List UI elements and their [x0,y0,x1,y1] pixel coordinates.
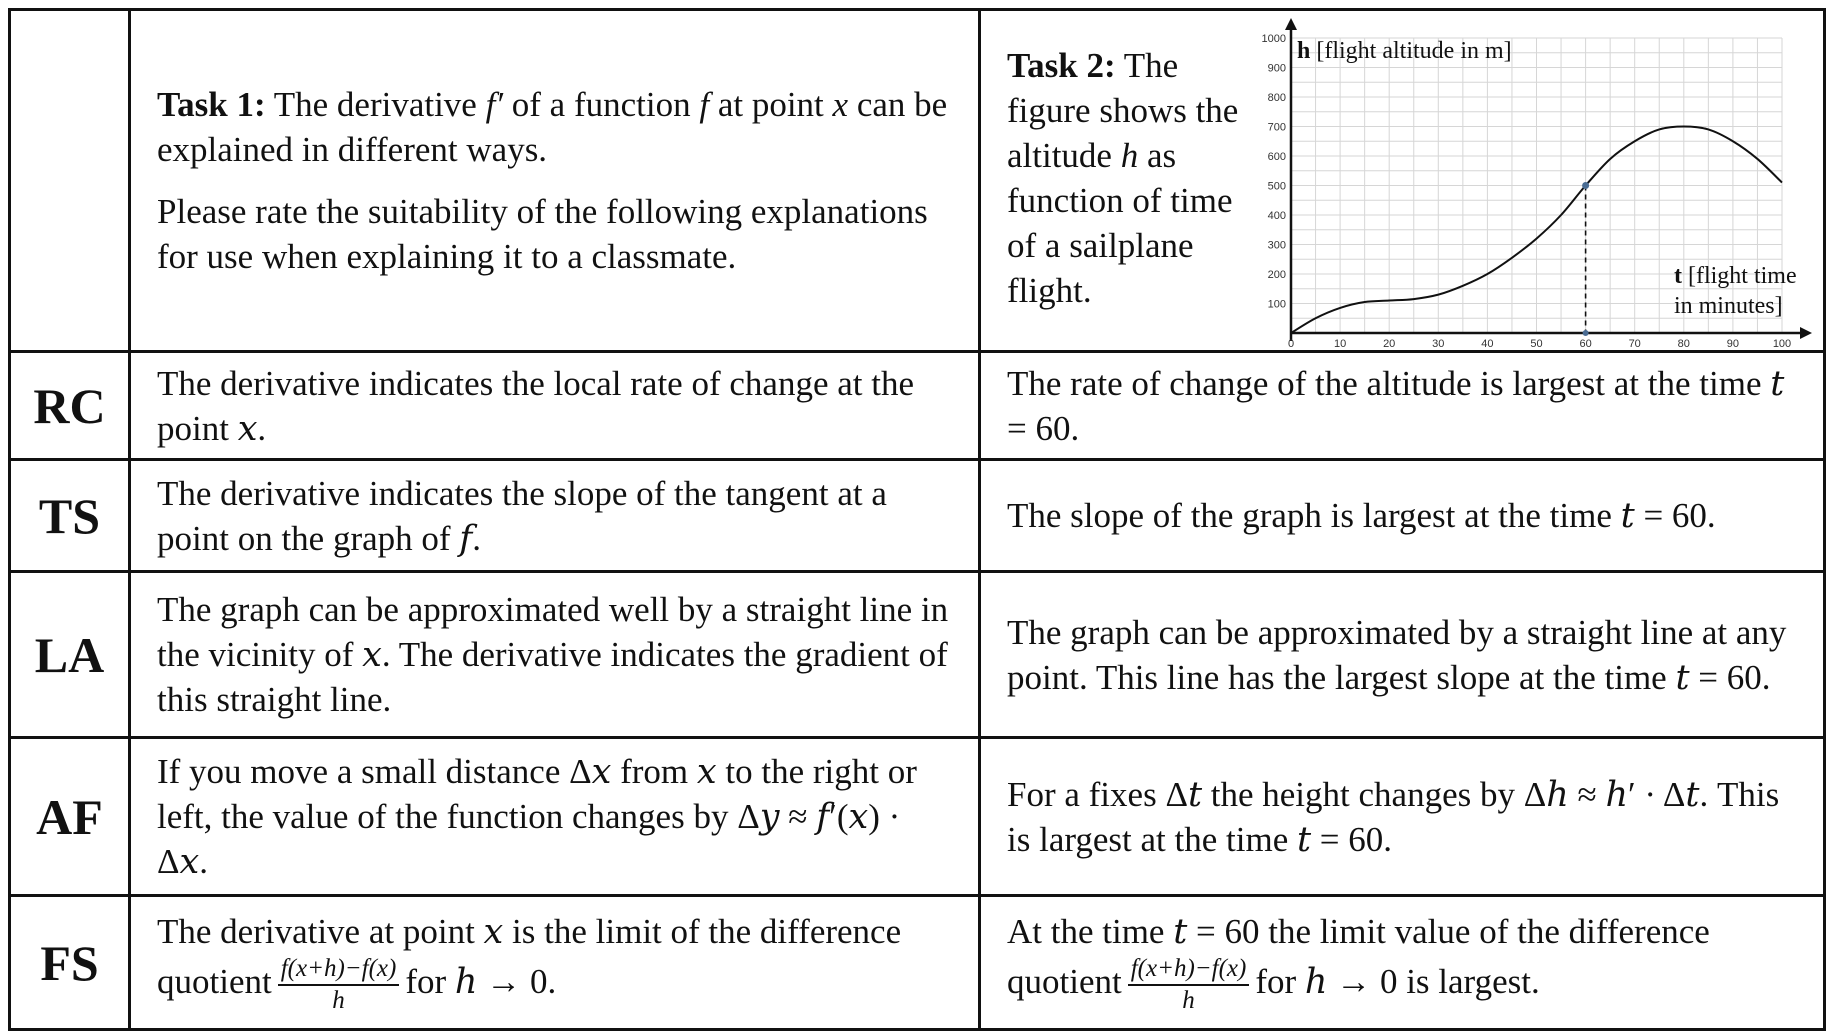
y-axis-label-text: [flight altitude in m] [1310,38,1512,64]
task1-para1: Task 1: The derivative f′ of a function f at point x can be explained in different ways. [157,85,948,169]
y-axis-label [1297,38,1512,64]
x-tick-label: 30 [1432,338,1445,347]
y-axis-arrow [1285,18,1297,30]
fprime-symbol: f′ [485,85,503,124]
x-axis-label-text: [flight time [1681,263,1797,289]
altitude-chart [1247,17,1827,347]
la-task2: The graph can be approximated by a straight line at any point. This line has the largest slope at the time 𝑡 = 60. [980,572,1825,738]
x-tick-label: 90 [1726,338,1740,347]
y-tick-label: 600 [1267,151,1286,163]
row-la [10,572,1825,738]
row-rc [10,352,1825,460]
x-tick-label: 20 [1383,338,1396,347]
empty-corner-cell [10,10,130,352]
label-rc: RC [10,352,130,460]
marker-axis-point [1583,330,1589,336]
af-task2: For a fixes Δ𝑡 the height changes by Δℎ ≈ ℎ′ · Δ𝑡. This is largest at the time 𝑡 = 60. [980,738,1825,896]
y-tick-label: 200 [1267,269,1286,281]
row-ts [10,460,1825,572]
x-tick-label: 80 [1677,338,1690,347]
marker-point [1582,182,1589,189]
y-axis-label-symbol: h [1297,38,1311,64]
x-tick-label: 60 [1579,338,1592,347]
explanations-table [8,8,1826,1031]
y-tick-label: 400 [1267,210,1286,222]
x-tick-label: 10 [1333,338,1347,347]
y-tick-label: 900 [1267,62,1286,75]
ts-task1: The derivative indicates the slope of the tangent at a point on the graph of 𝑓. [130,460,980,572]
x-tick-label: 100 [1772,338,1792,347]
x-tick-label: 70 [1628,338,1641,347]
y-tick-label: 800 [1267,92,1286,104]
difference-quotient-fraction: $\frac{f(x+h)-f(x)}{h}$ [278,954,400,1016]
y-tick-label: 1000 [1261,33,1286,45]
x-axis-label-line2: in minutes] [1673,293,1783,319]
x-tick-label: 0 [1287,338,1295,347]
y-tick-label: 700 [1267,121,1286,134]
task2-text: Task 2: The figure shows the altitude h as function of time of a sailplane flight. [1007,46,1239,310]
task1-cell [130,10,980,352]
task1-lead: Task 1: [157,85,266,124]
y-tick-label: 300 [1267,239,1286,252]
x-tick-label: 40 [1481,338,1494,347]
y-tick-label: 100 [1267,298,1286,311]
task1-para2: Please rate the suitability of the following explanations for use when explaining it to a classmate. [157,192,928,276]
af-task1: If you move a small distance Δ𝑥 from 𝑥 to the right or left, the value of the function changes by Δ𝑦 ≈ 𝑓′(𝑥) · Δ𝑥. [130,738,980,896]
x-tick-label: 50 [1530,338,1543,347]
y-tick-label: 500 [1267,180,1286,193]
task2-lead: Task 2: [1007,46,1116,85]
difference-quotient-fraction-2: $\frac{f(x+h)-f(x)}{h}$ [1128,954,1250,1016]
header-row [10,10,1825,352]
row-af [10,738,1825,896]
x-axis-arrow [1800,327,1812,339]
label-af: AF [10,738,130,896]
label-ts: TS [10,460,130,572]
row-fs [10,896,1825,1030]
ts-task2: The slope of the graph is largest at the time 𝑡 = 60. [980,460,1825,572]
rc-task1: The derivative indicates the local rate of change at the point 𝑥. [130,352,980,460]
fs-task1: The derivative at point 𝑥 is the limit of the difference quotient $\frac{f(x+h)-f(x)}{h}$ for ℎ → 0. [130,896,980,1030]
x-axis-label-line1 [1674,263,1797,289]
rc-task2: The rate of change of the altitude is largest at the time 𝑡 = 60. [980,352,1825,460]
label-la: LA [10,572,130,738]
x-axis-label-symbol: t [1673,263,1682,289]
task2-cell [980,10,1825,352]
label-fs: FS [10,896,130,1030]
la-task1: The graph can be approximated well by a straight line in the vicinity of 𝑥. The derivative indicates the gradient of this straight line. [130,572,980,738]
fs-task2: At the time 𝑡 = 60 the limit value of the difference quotient $\frac{f(x+h)-f(x)}{h}$ for ℎ → 0 is largest. [980,896,1825,1030]
